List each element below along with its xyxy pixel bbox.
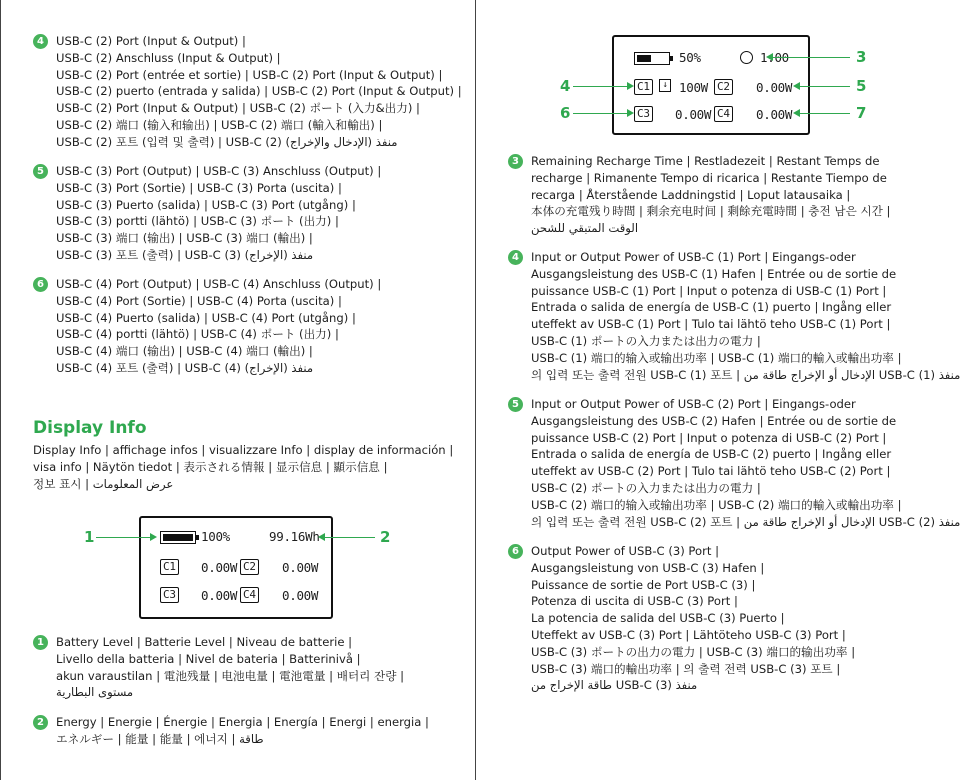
item-text: [56, 33, 462, 151]
text-line: Energy | Energie | Énergie | Energia | Energía | Energi | energia |: [56, 715, 429, 729]
arrowhead-left: [793, 109, 800, 117]
lcd-display-diagram: [139, 516, 333, 619]
c2-label: C2: [714, 79, 733, 95]
text-line: USB-C (3) Puerto (salida) | USB-C (3) Port (utgång) |: [56, 197, 356, 212]
text-line: visa info | Näytön tiedot | 表示される情報 | 显示信息 | 顯示信息 |: [33, 459, 388, 474]
battery-full-icon: [160, 531, 196, 544]
arrowhead-right: [150, 533, 157, 541]
text-line: 의 입력 또는 출력 전원 USB-C (2) 포트 | الإدخال أو الإخراج طاقة من USB-C (2) منفذ: [531, 514, 960, 529]
text-line: puissance USB-C (2) Port | Input o potenza di USB-C (2) Port |: [531, 430, 887, 445]
page-fold-line: [475, 0, 476, 780]
text-line: USB-C (2) 포트 (입력 및 출력) | USB-C (2) منفذ (الإدخال والإخراج): [56, 134, 398, 149]
text-line: recarga | Återstående Laddningstid | Loput latausaika |: [531, 187, 851, 202]
item-text: [531, 153, 890, 237]
text-line: USB-C (4) portti (lähtö) | USB-C (4) ポート (出力) |: [56, 327, 339, 342]
text-line: recharge | Rimanente Tempo di ricarica | Restante Tiempo de: [531, 170, 887, 185]
c1-value: 100W: [679, 80, 708, 95]
text-line: uteffekt av USB-C (1) Port | Tulo tai lähtö teho USB-C (1) Port |: [531, 317, 891, 332]
text-line: مستوى البطارية: [56, 685, 134, 700]
text-line: 의 입력 또는 출력 전원 USB-C (1) 포트 | الإدخال أو الإخراج طاقة من USB-C (1) منفذ: [531, 367, 960, 382]
c3-row: [634, 105, 712, 122]
text-line: USB-C (4) Port (Sortie) | USB-C (4) Porta (uscita) |: [56, 293, 342, 308]
text-line: Display Info | affichage infos | visualizzare Info | display de información |: [33, 443, 454, 457]
text-line: Output Power of USB-C (3) Port |: [531, 544, 720, 558]
text-line: Potenza di uscita di USB-C (3) Port |: [531, 594, 738, 609]
text-line: USB-C (2) 端口的输入或输出功率 | USB-C (2) 端口的輸入或輸出功率 |: [531, 497, 902, 512]
callout-1: 1: [84, 528, 95, 546]
c4-label: C4: [240, 587, 259, 603]
text-line: USB-C (1) ポートの入力または出力の電力 |: [531, 333, 761, 348]
number-badge: 5: [33, 164, 48, 179]
text-line: USB-C (3) Port (Output) | USB-C (3) Anschluss (Output) |: [56, 164, 382, 178]
c2-row: [240, 558, 319, 575]
item-text: [56, 714, 429, 748]
text-line: uteffekt av USB-C (2) Port | Tulo tai lähtö teho USB-C (2) Port |: [531, 464, 891, 479]
text-line: USB-C (2) Anschluss (Input & Output) |: [56, 50, 281, 65]
number-badge: 6: [33, 277, 48, 292]
text-line: USB-C (3) Port (Sortie) | USB-C (3) Porta (uscita) |: [56, 180, 342, 195]
c2-value: 0.00W: [282, 560, 319, 575]
number-badge: 3: [508, 154, 523, 169]
arrow-3: [772, 57, 850, 58]
battery-percent: 100%: [201, 529, 230, 544]
recharge-time: 1:00: [760, 50, 789, 65]
text-line: USB-C (2) Port (Input & Output) |: [56, 34, 246, 48]
text-line: Livello della batteria | Nivel de bateria | Batterinivå |: [56, 651, 361, 666]
arrowhead-left: [318, 533, 325, 541]
number-badge: 2: [33, 715, 48, 730]
c4-row: [714, 105, 793, 122]
arrow-7: [800, 113, 850, 114]
text-line: Battery Level | Batterie Level | Niveau de batterie |: [56, 635, 353, 649]
item-text: [56, 163, 381, 264]
battery-percent: 50%: [679, 50, 701, 65]
section-heading: Display Info: [33, 418, 147, 438]
item-text: [531, 249, 960, 383]
callout-6: 6: [560, 104, 571, 122]
c4-value: 0.00W: [282, 588, 319, 603]
energy-readout: 99.16Wh: [269, 529, 320, 544]
arrow-4: [573, 86, 628, 87]
text-line: USB-C (3) ポートの出力の電力 | USB-C (3) 端口的输出功率 |: [531, 644, 856, 659]
text-line: Input or Output Power of USB-C (2) Port | Eingangs-oder: [531, 397, 856, 411]
number-badge: 4: [33, 34, 48, 49]
item-text: [531, 396, 960, 530]
text-line: Puissance de sortie de Port USB-C (3) |: [531, 577, 756, 592]
text-line: USB-C (4) 端口 (输出) | USB-C (4) 端口 (輸出) |: [56, 344, 313, 359]
text-line: エネルギー | 能量 | 能量 | 에너지 | طاقة: [56, 731, 264, 746]
text-line: 정보 표시 | عرض المعلومات: [33, 476, 174, 491]
arrowhead-right: [627, 109, 634, 117]
clock-icon: [740, 51, 753, 64]
text-line: USB-C (4) Puerto (salida) | USB-C (4) Port (utgång) |: [56, 310, 356, 325]
text-line: Ausgangsleistung des USB-C (2) Hafen | Entrée ou de sortie de: [531, 413, 897, 428]
text-line: akun varaustilan | 電池残量 | 电池电量 | 電池電量 | 배터리 잔량 |: [56, 668, 405, 683]
c1-value: 0.00W: [201, 560, 238, 575]
lcd-display-diagram-charging: [612, 35, 810, 135]
text-line: Entrada o salida de energía de USB-C (1) puerto | Ingång eller: [531, 300, 892, 315]
c1-row: [634, 78, 708, 95]
text-line: puissance USB-C (1) Port | Input o potenza di USB-C (1) Port |: [531, 283, 887, 298]
c1-label: C1: [634, 79, 653, 95]
text-line: Ausgangsleistung von USB-C (3) Hafen |: [531, 560, 765, 575]
arrowhead-left: [793, 82, 800, 90]
c3-label: C3: [160, 587, 179, 603]
text-line: USB-C (2) Port (entrée et sortie) | USB-C (2) Port (Input & Output) |: [56, 67, 443, 82]
c2-label: C2: [240, 559, 259, 575]
arrowhead-right: [627, 82, 634, 90]
number-badge: 1: [33, 635, 48, 650]
text-line: Ausgangsleistung des USB-C (1) Hafen | Entrée ou de sortie de: [531, 266, 897, 281]
text-line: USB-C (1) 端口的输入或输出功率 | USB-C (1) 端口的輸入或輸出功率 |: [531, 350, 902, 365]
text-line: USB-C (2) 端口 (输入和输出) | USB-C (2) 端口 (輸入和輸出) |: [56, 117, 383, 132]
text-line: Input or Output Power of USB-C (1) Port | Eingangs-oder: [531, 250, 856, 264]
text-line: La potencia de salida del USB-C (3) Puerto |: [531, 611, 785, 626]
arrow-2: [325, 537, 375, 538]
callout-2: 2: [380, 528, 391, 546]
text-line: USB-C (3) 端口 (输出) | USB-C (3) 端口 (輸出) |: [56, 231, 313, 246]
text-line: USB-C (4) 포트 (출력) | USB-C (4) منفذ (الإخراج): [56, 360, 314, 375]
text-line: USB-C (2) ポートの入力または出力の電力 |: [531, 480, 761, 495]
item-text: [56, 634, 404, 701]
text-line: USB-C (2) Port (Input & Output) | USB-C (2) ポート (入力&出力) |: [56, 101, 420, 116]
text-line: Entrada o salida de energía de USB-C (2) puerto | Ingång eller: [531, 447, 892, 462]
number-badge: 5: [508, 397, 523, 412]
text-line: الوقت المتبقي للشحن: [531, 221, 639, 236]
arrow-5: [800, 86, 850, 87]
c1-label: C1: [160, 559, 179, 575]
callout-7: 7: [856, 104, 867, 122]
text-line: USB-C (4) Port (Output) | USB-C (4) Anschluss (Output) |: [56, 277, 382, 291]
c4-value: 0.00W: [756, 107, 793, 122]
c2-value: 0.00W: [756, 80, 793, 95]
c3-row: [160, 586, 238, 603]
text-line: Uteffekt av USB-C (3) Port | Lähtöteho USB-C (3) Port |: [531, 627, 846, 642]
callout-5: 5: [856, 77, 867, 95]
callout-3: 3: [856, 48, 867, 66]
text-line: USB-C (3) 포트 (출력) | USB-C (3) منفذ (الإخراج): [56, 247, 314, 262]
c3-label: C3: [634, 106, 653, 122]
battery-charging-icon: [634, 52, 670, 65]
number-badge: 4: [508, 250, 523, 265]
text-line: 本体の充電残り時間 | 剩余充电时间 | 剩餘充電時間 | 충전 남은 시간 |: [531, 204, 891, 219]
text-line: USB-C (3) portti (lähtö) | USB-C (3) ポート (出力) |: [56, 214, 339, 229]
arrowhead-left: [766, 53, 773, 61]
c2-row: [714, 78, 793, 95]
arrow-6: [573, 113, 628, 114]
c4-label: C4: [714, 106, 733, 122]
text-line: USB-C (3) 端口的輸出功率 | 의 출력 전력 USB-C (3) 포트 |: [531, 661, 841, 676]
c3-value: 0.00W: [201, 588, 238, 603]
item-text: [531, 543, 855, 694]
input-arrow-icon: ↓: [659, 79, 671, 92]
item-text: [56, 276, 381, 377]
item-text: [33, 442, 453, 492]
c3-value: 0.00W: [675, 107, 712, 122]
arrow-1: [96, 537, 151, 538]
text-line: USB-C (2) puerto (entrada y salida) | USB-C (2) Port (Input & Output) |: [56, 84, 462, 99]
callout-4: 4: [560, 77, 571, 95]
number-badge: 6: [508, 544, 523, 559]
page-border-left: [0, 0, 1, 780]
c4-row: [240, 586, 319, 603]
c1-row: [160, 558, 238, 575]
text-line: طاقة الإخراج من USB-C (3) منفذ: [531, 678, 698, 693]
text-line: Remaining Recharge Time | Restladezeit | Restant Temps de: [531, 154, 880, 168]
